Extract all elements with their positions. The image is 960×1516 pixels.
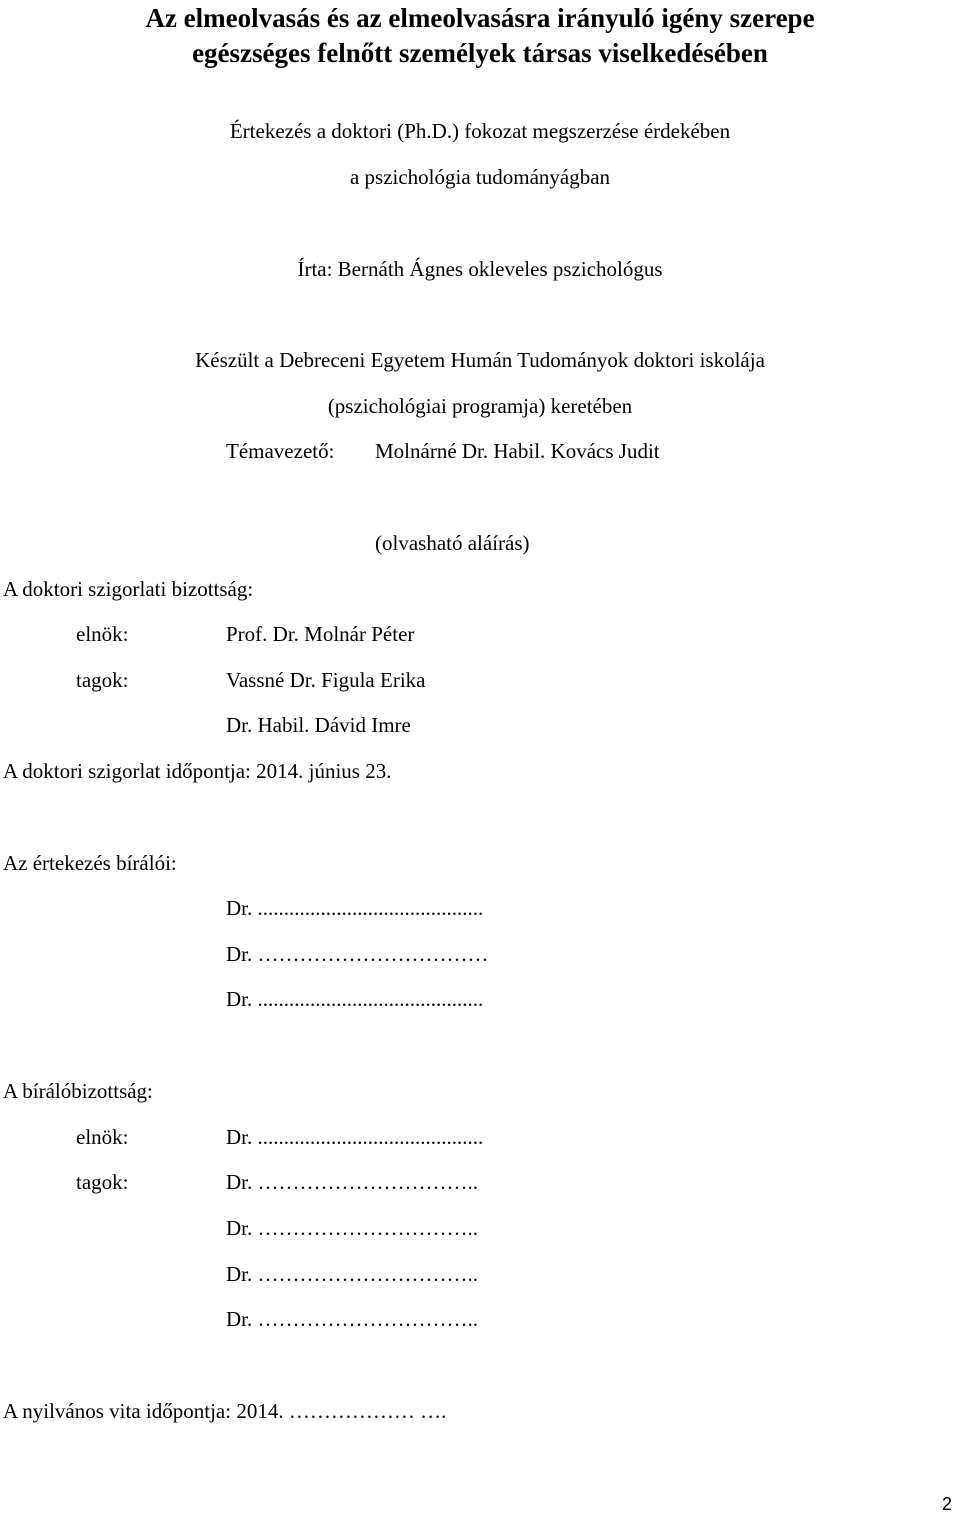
exam-members-label: tagok: [76, 668, 129, 692]
exam-date: A doktori szigorlat időpontja: 2014. június 23. [3, 759, 392, 783]
title-line-1: Az elmeolvasás és az elmeolvasásra irányuló igény szerepe [145, 3, 815, 33]
review-member: Dr. ………………………….. [226, 1170, 478, 1194]
subtitle-line-1: Értekezés a doktori (Ph.D.) fokozat megszerzése érdekében [229, 119, 731, 143]
review-members-label: tagok: [76, 1170, 129, 1194]
exam-committee-heading: A doktori szigorlati bizottság: [3, 577, 254, 601]
review-chair-label: elnök: [76, 1125, 129, 1149]
reviewers-heading: Az értekezés bírálói: [3, 851, 177, 875]
institution-line-2: (pszichológiai programja) keretében [327, 394, 633, 418]
page-number: 2 [942, 1494, 953, 1514]
exam-chair-name: Prof. Dr. Molnár Péter [226, 622, 415, 646]
institution-line-1: Készült a Debreceni Egyetem Humán Tudományok doktori iskolája [195, 348, 765, 372]
reviewer-name: Dr. …………………………… [226, 942, 489, 966]
exam-chair-label: elnök: [76, 622, 129, 646]
review-member: Dr. ………………………….. [226, 1262, 478, 1286]
reviewer-name: Dr. ........................................... [226, 896, 484, 920]
review-chair-name: Dr. ........................................... [226, 1125, 484, 1149]
signature-note: (olvasható aláírás) [375, 531, 530, 555]
review-member: Dr. ………………………….. [226, 1216, 478, 1240]
exam-member: Vassné Dr. Figula Erika [226, 668, 426, 692]
supervisor-label: Témavezető: [226, 439, 335, 463]
supervisor-name: Molnárné Dr. Habil. Kovács Judit [375, 439, 660, 463]
review-member: Dr. ………………………….. [226, 1307, 478, 1331]
defense-date: A nyilvános vita időpontja: 2014. ……………… …. [3, 1399, 447, 1423]
exam-member: Dr. Habil. Dávid Imre [226, 713, 411, 737]
subtitle-line-2: a pszichológia tudományágban [349, 165, 611, 189]
title-line-2: egészséges felnőtt személyek társas viselkedésében [192, 38, 768, 68]
reviewer-name: Dr. ........................................... [226, 987, 484, 1011]
review-committee-heading: A bírálóbizottság: [3, 1079, 153, 1103]
author-line: Írta: Bernáth Ágnes okleveles pszichológus [297, 257, 663, 281]
